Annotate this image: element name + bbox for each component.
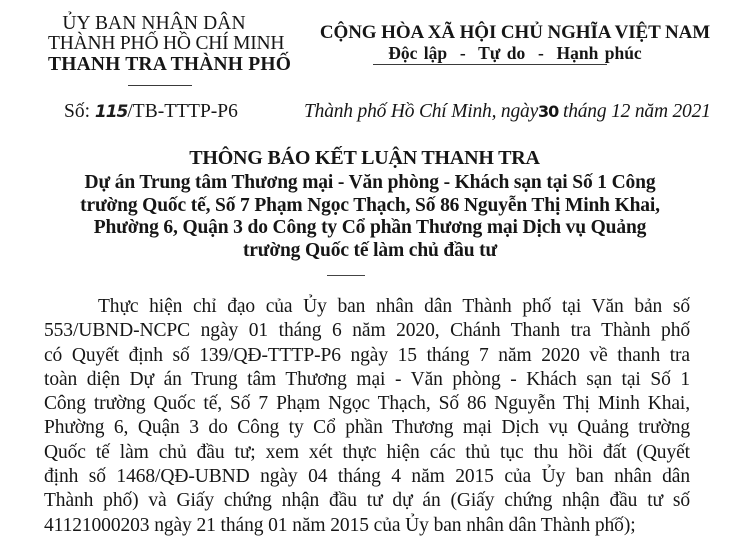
motto-underline [373, 64, 607, 65]
body-paragraph [44, 295, 690, 538]
document-date [304, 101, 711, 123]
body-line: Phường 6, Quận 3 do Công ty Cổ phần Thương mại Dịch vụ Quảng trường [44, 417, 690, 439]
national-title: CỘNG HÒA XÃ HỘI CHỦ NGHĨA VIỆT NAM [319, 22, 711, 43]
subtitle-line: trường Quốc tế làm chủ đầu tư [242, 239, 498, 261]
document-title: THÔNG BÁO KẾT LUẬN THANH TRA [189, 147, 540, 169]
national-motto: Độc lập - Tự do - Hạnh phúc [388, 43, 642, 63]
handwritten-number: 115 [94, 102, 128, 122]
subtitle-line: Dự án Trung tâm Thương mại - Văn phòng - Khách sạn tại Số 1 Công [84, 172, 656, 193]
body-line: Thành phố) và Giấy chứng nhận đầu tư dự án (Giấy chứng nhận đầu tư số [44, 490, 690, 512]
body-line: Quốc tế làm chủ đầu tư; xem xét thực hiện các thủ tục thu hồi đất (Quyết [44, 441, 690, 463]
document-subtitle [40, 172, 700, 262]
agency-name: THANH TRA THÀNH PHỐ [48, 54, 292, 75]
subtitle-line: Phường 6, Quận 3 do Công ty Cổ phần Thương mại Dịch vụ Quảng [93, 217, 647, 238]
document-number-prefix: Số: [64, 101, 95, 122]
handwritten-day: 30 [538, 102, 559, 121]
body-line: định số 1468/QĐ-UBND ngày 04 tháng 4 năm 2015 của Ủy ban nhân dân [44, 466, 690, 488]
body-line: có Quyết định số 139/QĐ-TTTP-P6 ngày 15 tháng 7 năm 2020 về thanh tra [44, 344, 690, 366]
national-header-block [305, 22, 725, 64]
document-number [64, 101, 238, 123]
date-prefix: Thành phố Hồ Chí Minh, ngày [304, 101, 539, 122]
date-suffix: tháng 12 năm 2021 [558, 101, 711, 122]
agency-line-1: ỦY BAN NHÂN DÂN [62, 13, 246, 34]
body-line: 41121000203 ngày 21 tháng 01 năm 2015 của Ủy ban nhân dân Thành phố); [44, 514, 636, 536]
body-line: Thực hiện chỉ đạo của Ủy ban nhân dân Thành phố tại Văn bản số [98, 296, 690, 317]
document-number-suffix: /TB-TTTP-P6 [127, 101, 238, 122]
body-line: 553/UBND-NCPC ngày 01 tháng 6 năm 2020, Chánh Thanh tra Thành phố [44, 320, 690, 342]
title-divider [327, 275, 365, 276]
body-line: toàn diện Dự án Trung tâm Thương mại - Văn phòng - Khách sạn tại Số 1 [44, 368, 690, 390]
body-line: Công trường Quốc tế, Số 7 Phạm Ngọc Thạch, Số 86 Nguyễn Thị Minh Khai, [44, 393, 690, 415]
agency-line-2: THÀNH PHỐ HỒ CHÍ MINH [48, 33, 285, 54]
agency-divider [128, 85, 192, 86]
issuing-agency-block [48, 13, 292, 75]
subtitle-line: trường Quốc tế, Số 7 Phạm Ngọc Thạch, Số 86 Nguyễn Thị Minh Khai, [80, 194, 660, 216]
